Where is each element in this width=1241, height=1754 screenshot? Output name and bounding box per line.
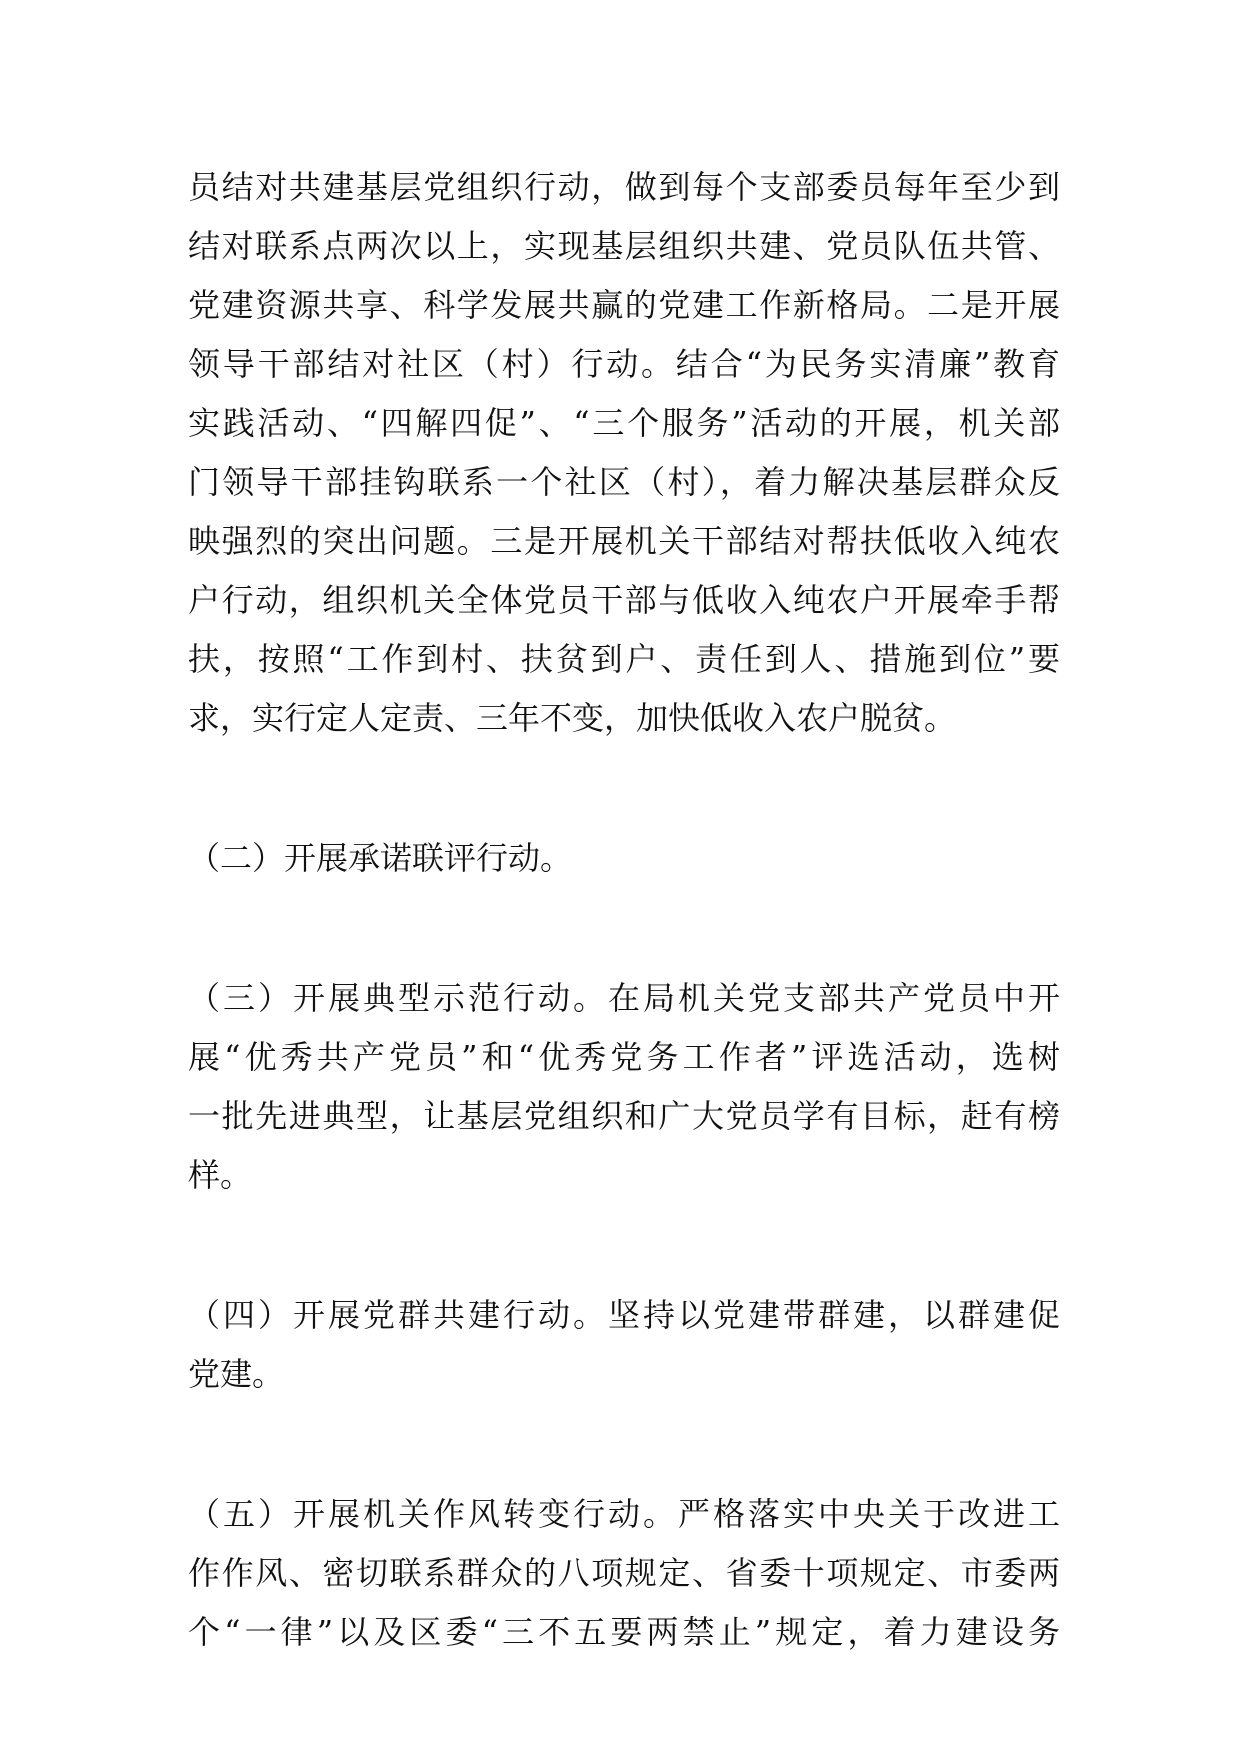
paragraph-gap [188, 1205, 1060, 1286]
paragraph-gap [188, 1404, 1060, 1485]
text-line: 党建。 [188, 1355, 285, 1393]
text-line: （二）开展承诺联评行动。 [188, 839, 573, 877]
text-line: 作作风、密切联系群众的八项规定、省委十项规定、市委两 [188, 1554, 1060, 1592]
text-line: 一批先进典型，让基层党组织和广大党员学有目标，赶有榜 [188, 1097, 1060, 1135]
paragraph [188, 1485, 1060, 1662]
text-line: 个“一律”以及区委“三不五要两禁止”规定，着力建设务 [188, 1613, 1060, 1651]
text-line: （三）开展典型示范行动。在局机关党支部共产党员中开 [188, 979, 1060, 1017]
paragraph [188, 829, 1060, 888]
text-line: 党建资源共享、科学发展共赢的党建工作新格局。二是开展 [188, 286, 1060, 324]
text-line: 实践活动、“四解四促”、“三个服务”活动的开展，机关部 [188, 404, 1060, 442]
text-line: 员结对共建基层党组织行动，做到每个支部委员每年至少到 [188, 168, 1060, 206]
text-line: （五）开展机关作风转变行动。严格落实中央关于改进工 [188, 1495, 1060, 1533]
text-line: 映强烈的突出问题。三是开展机关干部结对帮扶低收入纯农 [188, 522, 1060, 560]
document-page [188, 158, 1060, 1662]
text-line: 领导干部结对社区（村）行动。结合“为民务实清廉”教育 [188, 345, 1060, 383]
text-line: 结对联系点两次以上，实现基层组织共建、党员队伍共管、 [188, 227, 1060, 265]
text-line: （四）开展党群共建行动。坚持以党建带群建，以群建促 [188, 1296, 1060, 1334]
paragraph-gap [188, 748, 1060, 829]
text-line: 门领导干部挂钩联系一个社区（村），着力解决基层群众反 [188, 463, 1060, 501]
text-line: 样。 [188, 1156, 253, 1194]
paragraph [188, 1286, 1060, 1404]
text-line: 扶，按照“工作到村、扶贫到户、责任到人、措施到位”要 [188, 640, 1060, 678]
paragraph-gap [188, 888, 1060, 969]
text-line: 展“优秀共产党员”和“优秀党务工作者”评选活动，选树 [188, 1038, 1060, 1076]
text-line: 户行动，组织机关全体党员干部与低收入纯农户开展牵手帮 [188, 581, 1060, 619]
paragraph [188, 158, 1060, 748]
text-line: 求，实行定人定责、三年不变，加快低收入农户脱贫。 [188, 699, 957, 737]
paragraph [188, 969, 1060, 1205]
